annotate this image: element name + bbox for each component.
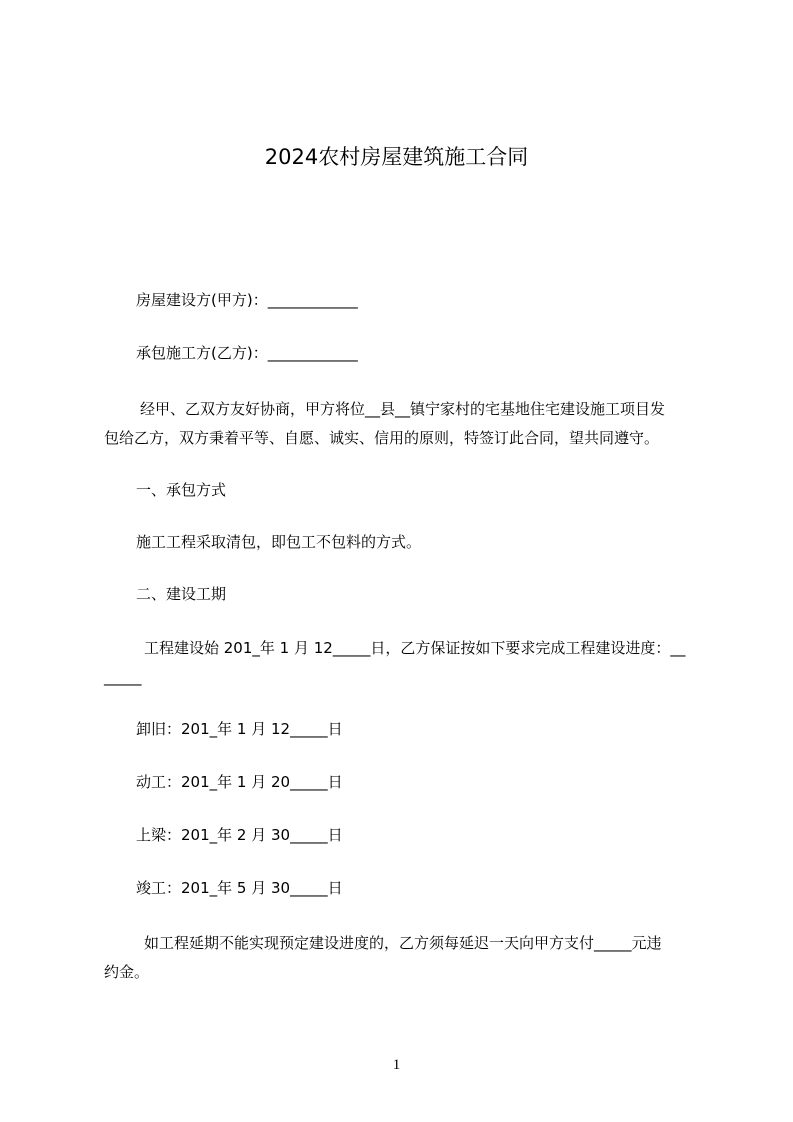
schedule-paragraph-line-2: _____ <box>104 668 142 686</box>
milestone-start: 动工：201_年 1 月 20_____日 <box>136 773 343 791</box>
intro-paragraph-line-1: 经甲、乙双方友好协商，甲方将位__县__镇宁家村的宅基地住宅建设施工项目发 <box>140 400 666 418</box>
page-number: 1 <box>392 1057 401 1073</box>
section-1-heading: 一、承包方式 <box>136 481 227 499</box>
document-title: 2024农村房屋建筑施工合同 <box>264 145 529 169</box>
party-b-line: 承包施工方(乙方)：____________ <box>136 344 358 362</box>
party-a-line: 房屋建设方(甲方)：____________ <box>136 291 358 309</box>
section-2-heading: 二、建设工期 <box>136 585 227 603</box>
penalty-paragraph-line-1: 如工程延期不能实现预定建设进度的，乙方须每延迟一天向甲方支付_____元违 <box>144 934 662 952</box>
milestone-demolition: 卸旧：201_年 1 月 12_____日 <box>136 720 343 738</box>
penalty-paragraph-line-2: 约金。 <box>104 963 150 981</box>
milestone-beam: 上梁：201_年 2 月 30_____日 <box>136 826 343 844</box>
milestone-completion: 竣工：201_年 5 月 30_____日 <box>136 879 343 897</box>
section-1-body: 施工工程采取清包，即包工不包料的方式。 <box>136 533 422 551</box>
schedule-paragraph-line-1: 工程建设始 201_年 1 月 12_____日，乙方保证按如下要求完成工程建设进度：__ <box>144 639 686 657</box>
intro-paragraph-line-2: 包给乙方，双方秉着平等、自愿、诚实、信用的原则，特签订此合同，望共同遵守。 <box>104 429 660 447</box>
